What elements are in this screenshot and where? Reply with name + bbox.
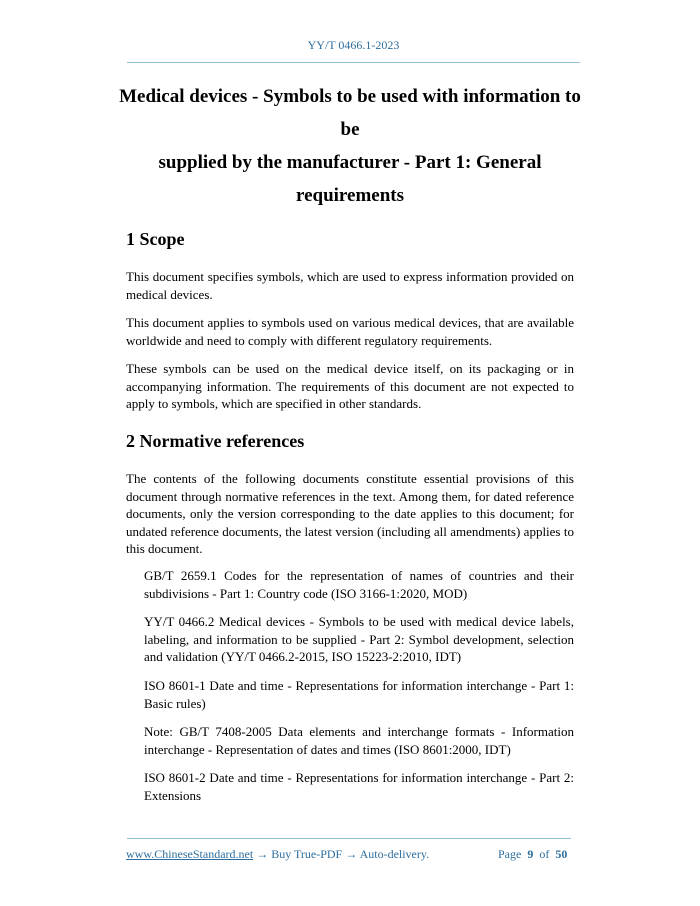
of-label: of (539, 847, 550, 861)
normative-intro: The contents of the following documents constitute essential provisions of this document through normative references in the text. Among them, for dated reference documents, only the version corresponding to the date applies to this document; for undated reference documents, the latest version (including all amendments) applies to this document. (126, 471, 574, 556)
page-title (110, 80, 590, 212)
scope-paragraph-3: These symbols can be used on the medical device itself, on its packaging or in accompanying information. The requirements of this document are not expected to apply to symbols, which are specified in other standards. (126, 361, 574, 411)
header-standard-id: YY/T 0466.1-2023 (307, 38, 400, 52)
reference-item: ISO 8601-1 Date and time - Representations for information interchange - Part 1: Basic rules) (144, 678, 574, 711)
section-2-heading: 2 Normative references (126, 431, 305, 451)
title-line-2: supplied by the manufacturer - Part 1: General (158, 152, 542, 173)
reference-item: GB/T 2659.1 Codes for the representation of names of countries and their subdivisions - Part 1: Country code (ISO 3166-1:2020, MOD) (144, 568, 574, 601)
footer-divider (127, 838, 571, 839)
page-total: 50 (555, 847, 568, 861)
page-number (498, 847, 567, 862)
header-divider (127, 62, 580, 63)
section-1-heading: 1 Scope (126, 229, 185, 249)
title-line-1: Medical devices - Symbols to be used with information to be (119, 86, 581, 140)
scope-paragraph-2: This document applies to symbols used on various medical devices, that are available worldwide and need to comply with different regulatory requirements. (126, 315, 574, 348)
site-link[interactable]: www.ChineseStandard.net (126, 847, 254, 861)
page-label: Page (498, 847, 522, 861)
reference-item: YY/T 0466.2 Medical devices - Symbols to be used with medical device labels, labeling, and information to be supplied - Part 2: Symbol development, selection and validation (YY/T 0466.2-2015, ISO 15223-2:2010, IDT) (144, 614, 574, 664)
footer-promo (126, 847, 429, 862)
promo-text: → Buy True-PDF → Auto-delivery. (253, 847, 430, 861)
scope-paragraph-1: This document specifies symbols, which are used to express information provided on medical devices. (126, 269, 574, 302)
page-current: 9 (527, 847, 534, 861)
title-line-3: requirements (295, 185, 404, 206)
reference-note: Note: GB/T 7408-2005 Data elements and interchange formats - Information interchange - Representation of dates and times (ISO 8601:2000, IDT) (144, 724, 574, 757)
reference-item: ISO 8601-2 Date and time - Representations for information interchange - Part 2: Extensions (144, 770, 574, 803)
